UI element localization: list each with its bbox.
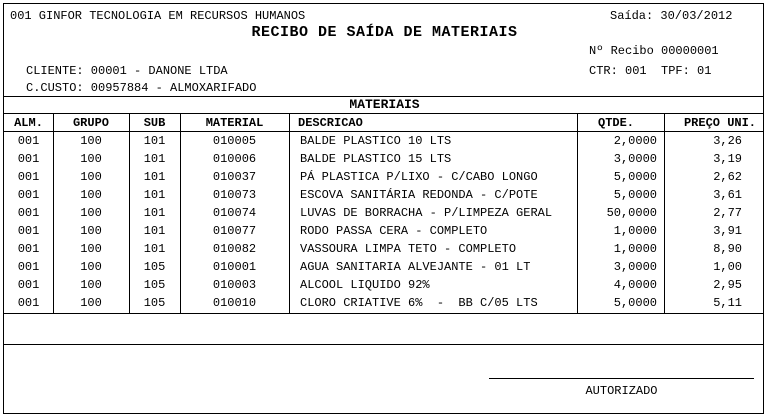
document-title: RECIBO DE SAÍDA DE MATERIAIS: [251, 24, 518, 41]
autorizado-label: AUTORIZADO: [585, 384, 658, 398]
cell-alm: 001: [17, 296, 40, 310]
cell-qtde: 3,0000: [613, 152, 657, 166]
cell-preco: 5,11: [713, 296, 742, 310]
cell-material: 010006: [212, 152, 257, 166]
recibo-number: Nº Recibo 00000001: [589, 44, 719, 58]
cell-descricao: LUVAS DE BORRACHA - P/LIMPEZA GERAL: [300, 206, 553, 220]
cell-alm: 001: [17, 278, 40, 292]
cell-preco: 3,91: [713, 224, 742, 238]
column-separator: [289, 113, 290, 313]
cell-grupo: 100: [80, 278, 102, 292]
cell-sub: 101: [143, 242, 166, 256]
cell-preco: 3,19: [713, 152, 742, 166]
cell-sub: 101: [143, 170, 166, 184]
cell-descricao: AGUA SANITARIA ALVEJANTE - 01 LT: [300, 260, 531, 274]
cell-descricao: PÁ PLASTICA P/LIXO - C/CABO LONGO: [300, 170, 538, 184]
column-header-material: MATERIAL: [205, 116, 264, 130]
cell-preco: 2,95: [713, 278, 742, 292]
cell-descricao: BALDE PLASTICO 15 LTS: [300, 152, 452, 166]
cell-material: 010077: [212, 224, 257, 238]
cell-descricao: CLORO CRIATIVE 6% - BB C/05 LTS: [300, 296, 538, 310]
signature-line: [489, 378, 754, 379]
cell-alm: 001: [17, 134, 40, 148]
receipt-frame: [3, 3, 764, 414]
cell-qtde: 5,0000: [613, 296, 657, 310]
cell-alm: 001: [17, 152, 40, 166]
cost-center: C.CUSTO: 00957884 - ALMOXARIFADO: [26, 81, 257, 95]
cell-sub: 101: [143, 152, 166, 166]
cell-alm: 001: [17, 224, 40, 238]
cell-alm: 001: [17, 188, 40, 202]
divider: [4, 113, 763, 114]
cell-qtde: 5,0000: [613, 188, 657, 202]
cliente-info: CLIENTE: 00001 - DANONE LTDA: [26, 64, 228, 78]
company-name: 001 GINFOR TECNOLOGIA EM RECURSOS HUMANOS: [10, 9, 306, 23]
cell-grupo: 100: [80, 296, 102, 310]
column-header-qtde: QTDE.: [598, 116, 635, 130]
cell-preco: 2,62: [713, 170, 742, 184]
cell-material: 010005: [212, 134, 257, 148]
cell-grupo: 100: [80, 134, 102, 148]
cell-grupo: 100: [80, 188, 102, 202]
cell-qtde: 5,0000: [613, 170, 657, 184]
cell-alm: 001: [17, 260, 40, 274]
cell-sub: 105: [143, 260, 166, 274]
cell-preco: 3,61: [713, 188, 742, 202]
cell-qtde: 3,0000: [613, 260, 657, 274]
cell-sub: 105: [143, 296, 166, 310]
cell-preco: 3,26: [713, 134, 742, 148]
cell-grupo: 100: [80, 206, 102, 220]
cell-qtde: 1,0000: [613, 224, 657, 238]
cell-grupo: 100: [80, 224, 102, 238]
cell-material: 010073: [212, 188, 257, 202]
cell-preco: 1,00: [713, 260, 742, 274]
column-header-grupo: GRUPO: [72, 116, 109, 130]
divider: [4, 313, 763, 314]
cell-qtde: 1,0000: [613, 242, 657, 256]
column-header-sub: SUB: [143, 116, 166, 130]
divider: [4, 344, 763, 345]
column-header-descricao: DESCRICAO: [298, 116, 363, 130]
cell-qtde: 50,0000: [606, 206, 657, 220]
cell-grupo: 100: [80, 152, 102, 166]
cell-grupo: 100: [80, 260, 102, 274]
cell-descricao: VASSOURA LIMPA TETO - COMPLETO: [300, 242, 517, 256]
cell-descricao: BALDE PLASTICO 10 LTS: [300, 134, 452, 148]
cell-descricao: ALCOOL LIQUIDO 92%: [300, 278, 430, 292]
cell-material: 010003: [212, 278, 257, 292]
cell-grupo: 100: [80, 170, 102, 184]
cell-preco: 8,90: [713, 242, 742, 256]
cell-material: 010037: [212, 170, 257, 184]
cell-descricao: RODO PASSA CERA - COMPLETO: [300, 224, 488, 238]
cell-preco: 2,77: [713, 206, 742, 220]
section-title-materiais: MATERIAIS: [349, 97, 420, 112]
cell-material: 010010: [212, 296, 257, 310]
cell-alm: 001: [17, 242, 40, 256]
cell-material: 010001: [212, 260, 257, 274]
cell-grupo: 100: [80, 242, 102, 256]
ctr-tpf-info: CTR: 001 TPF: 01: [589, 64, 712, 78]
cell-alm: 001: [17, 206, 40, 220]
column-header-preco: PREÇO UNI.: [683, 116, 756, 130]
saida-date: Saída: 30/03/2012: [610, 9, 733, 23]
column-header-alm: ALM.: [14, 116, 43, 130]
cell-sub: 101: [143, 224, 166, 238]
cell-qtde: 2,0000: [613, 134, 657, 148]
cell-sub: 105: [143, 278, 166, 292]
cell-sub: 101: [143, 206, 166, 220]
cell-material: 010074: [212, 206, 257, 220]
cell-alm: 001: [17, 170, 40, 184]
cell-qtde: 4,0000: [613, 278, 657, 292]
cell-sub: 101: [143, 134, 166, 148]
cell-material: 010082: [212, 242, 257, 256]
cell-descricao: ESCOVA SANITÁRIA REDONDA - C/POTE: [300, 188, 538, 202]
cell-sub: 101: [143, 188, 166, 202]
